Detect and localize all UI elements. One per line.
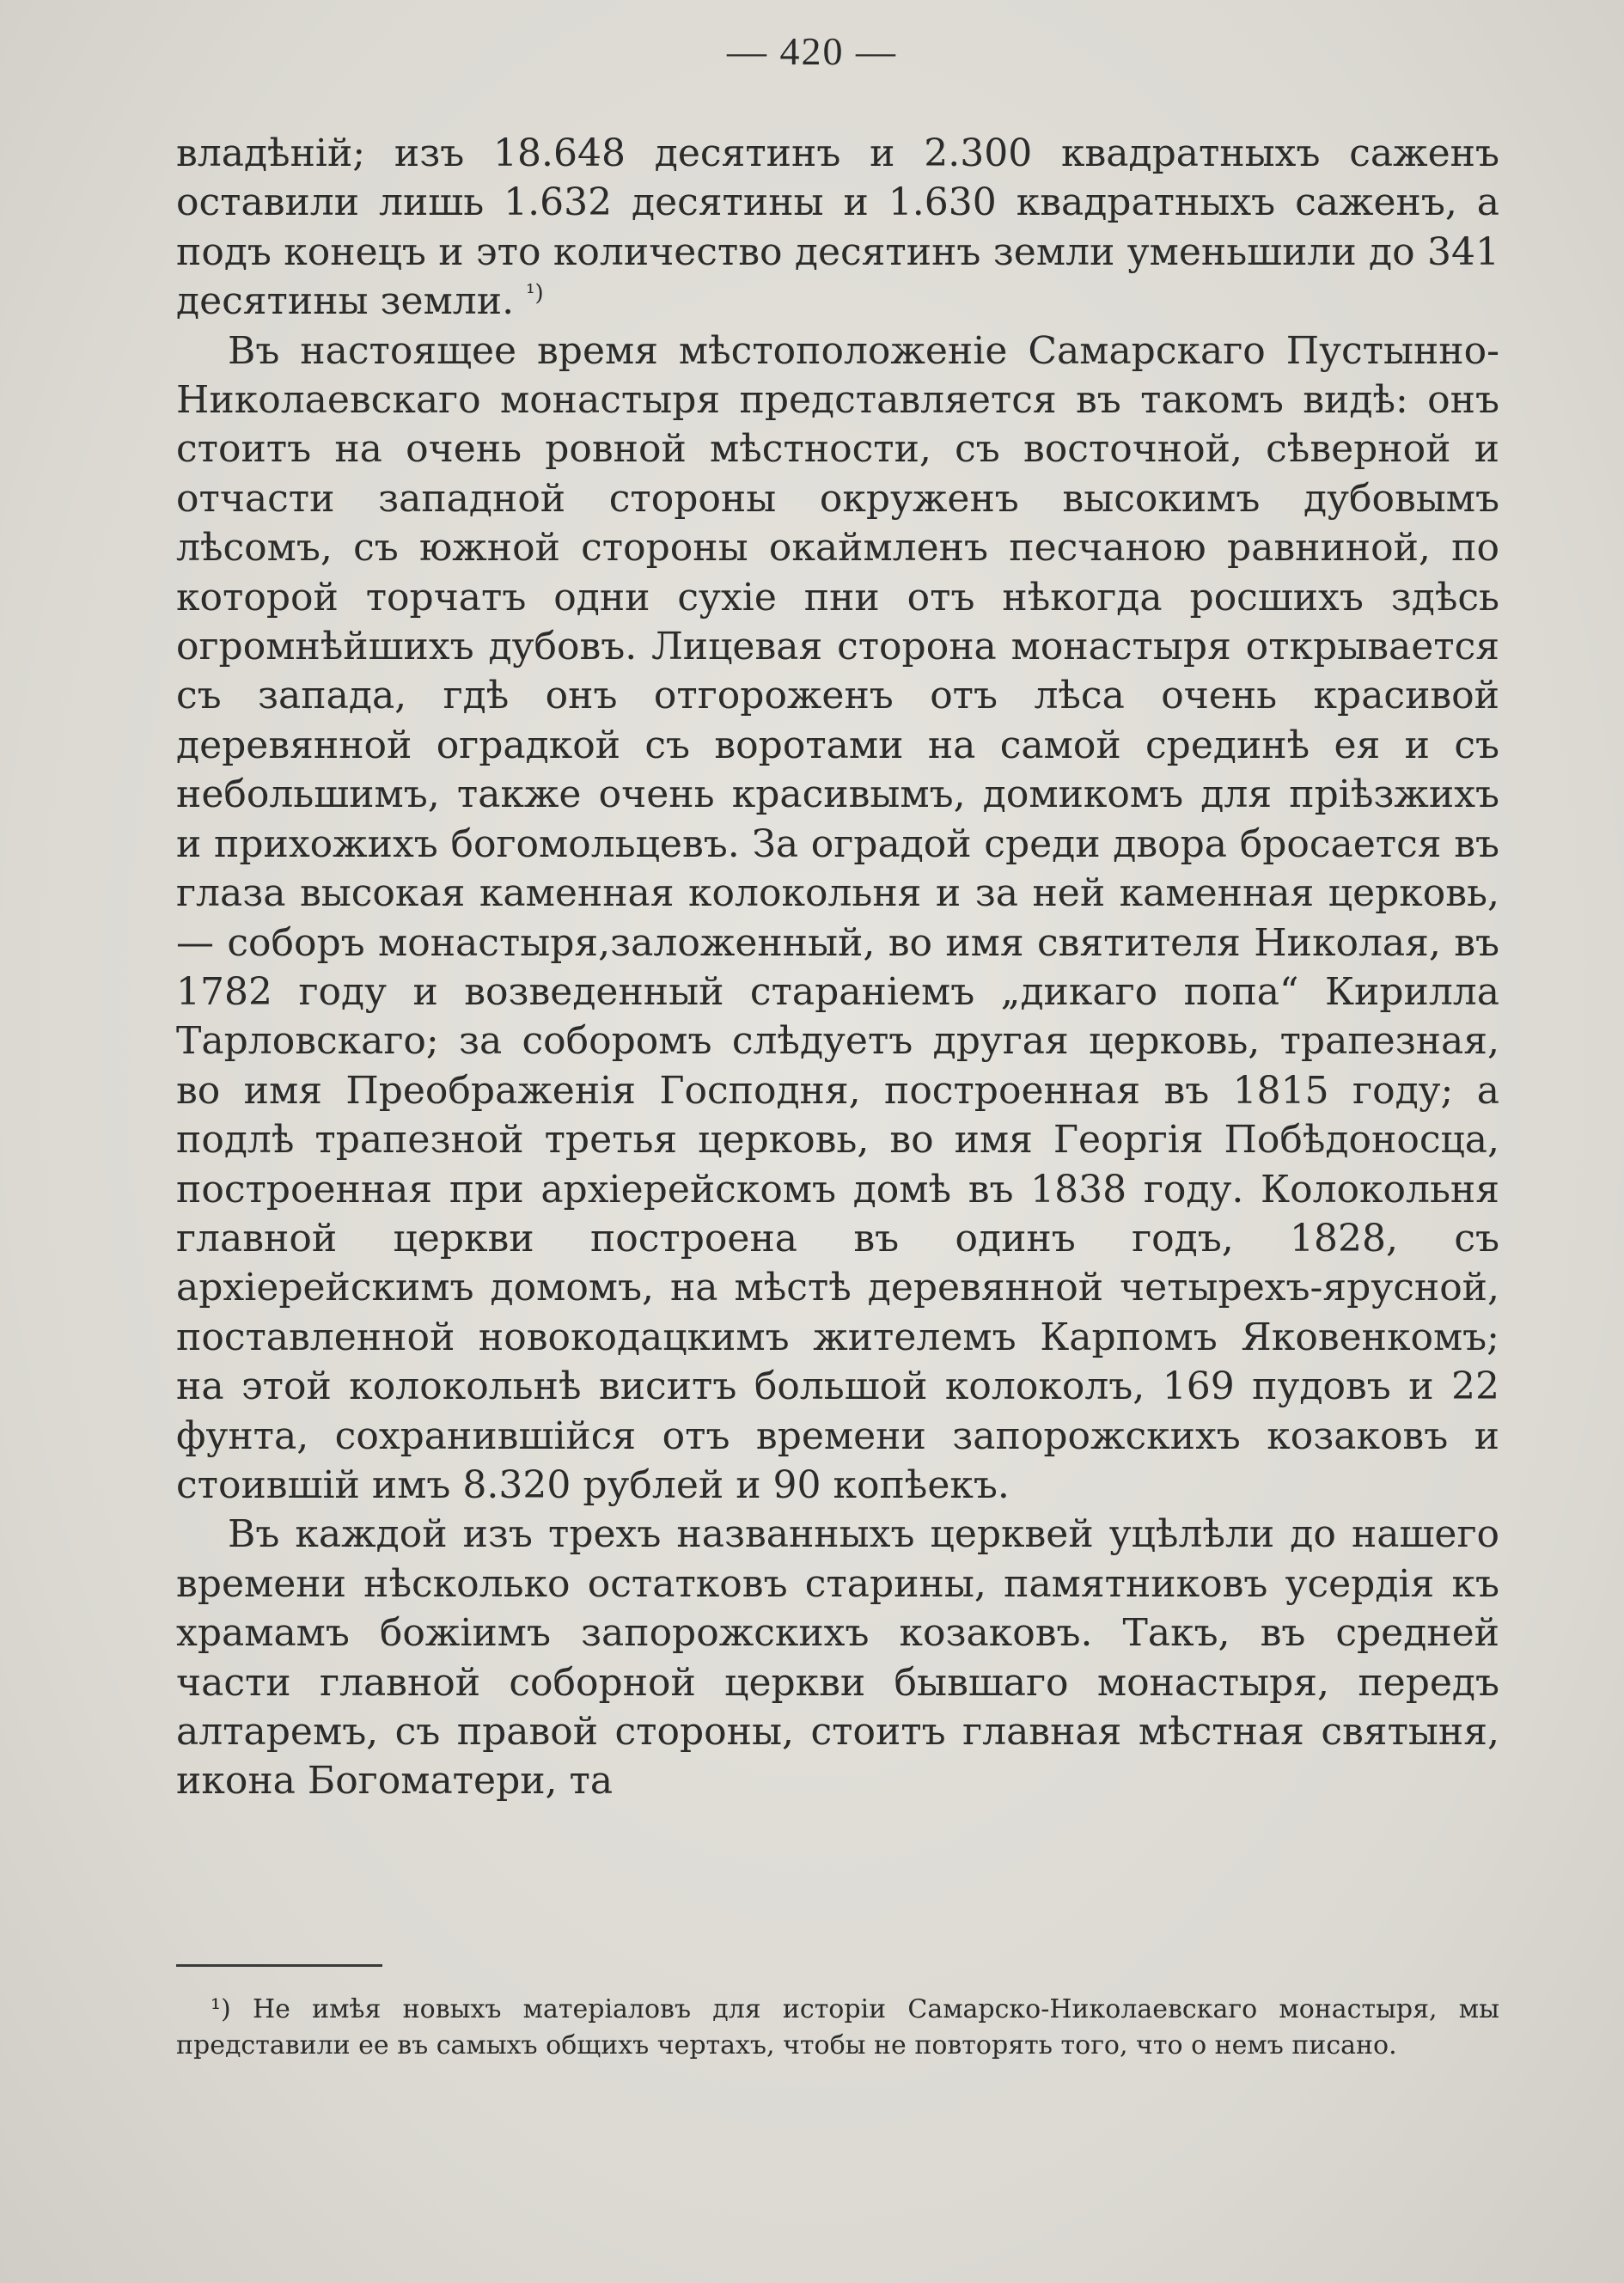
- body-text: [176, 129, 1499, 1806]
- footnote: [176, 1992, 1499, 2064]
- paragraph-continuation: [176, 129, 1499, 327]
- footnote-reference: ¹): [526, 280, 544, 307]
- paragraph-relics: Въ каждой изъ трехъ названныхъ церквей уцѣлѣли до нашего времени нѣсколько остатковъ старины, памятниковъ усердія къ храмамъ божіимъ запорожскихъ козаковъ. Такъ, въ средней части главной соборной церкви бывшаго монастыря, передъ алтаремъ, съ правой стороны, стоитъ главная мѣстная святыня, икона Богоматери, та: [176, 1512, 1499, 1804]
- page-number: — 420 —: [727, 29, 897, 73]
- paragraph-text: владѣній; изъ 18.648 десятинъ и 2.300 квадратныхъ саженъ оставили лишь 1.632 десятины и 1.630 квадратныхъ саженъ, а подъ конецъ и это количество десятинъ земли уменьшили до 341 десятины земли.: [176, 131, 1499, 324]
- paragraph-monastery-location: Въ настоящее время мѣстоположеніе Самарскаго Пустынно-Николаевскаго монастыря представляется въ такомъ видѣ: онъ стоитъ на очень ровной мѣстности, съ восточной, сѣверной и отчасти западной стороны окруженъ высокимъ дубовымъ лѣсомъ, съ южной стороны окаймленъ песчаною равниной, по которой торчатъ одни сухіе пни отъ нѣкогда росшихъ здѣсь огромнѣйшихъ дубовъ. Лицевая сторона монастыря открывается съ запада, гдѣ онъ отгороженъ отъ лѣса очень красивой деревянной оградкой съ воротами на самой срединѣ ея и съ небольшимъ, также очень красивымъ, домикомъ для пріѣзжихъ и прихожихъ богомольцевъ. За оградой среди двора бросается въ глаза высокая каменная колокольня и за ней каменная церковь,— соборъ монастыря,заложенный, во имя святителя Николая, въ 1782 году и возведенный стараніемъ „дикаго попа“ Кирилла Тарловскаго; за соборомъ слѣдуетъ другая церковь, трапезная, во имя Преображенія Господня, построенная въ 1815 году; а подлѣ трапезной третья церковь, во имя Георгія Побѣдоносца, построенная при архіерейскомъ домѣ въ 1838 году. Колокольня главной церкви построена въ одинъ годъ, 1828, съ архіерейскимъ домомъ, на мѣстѣ деревянной четырехъ-ярусной, поставленной новокодацкимъ жителемъ Карпомъ Яковенкомъ; на этой колокольнѣ виситъ большой колоколъ, 169 пудовъ и 22 фунта, сохранившійся отъ времени запорожскихъ козаковъ и стоившій имъ 8.320 рублей и 90 копѣекъ.: [176, 328, 1499, 1507]
- footnote-text: Не имѣя новыхъ матеріаловъ для исторіи Самарско-Николаевскаго монастыря, мы представили ее въ самыхъ общихъ чертахъ, чтобы не повторять того, что о немъ писано.: [176, 1994, 1499, 2060]
- footnote-marker: ¹): [211, 1994, 231, 2024]
- footnote-divider: [176, 1964, 382, 1967]
